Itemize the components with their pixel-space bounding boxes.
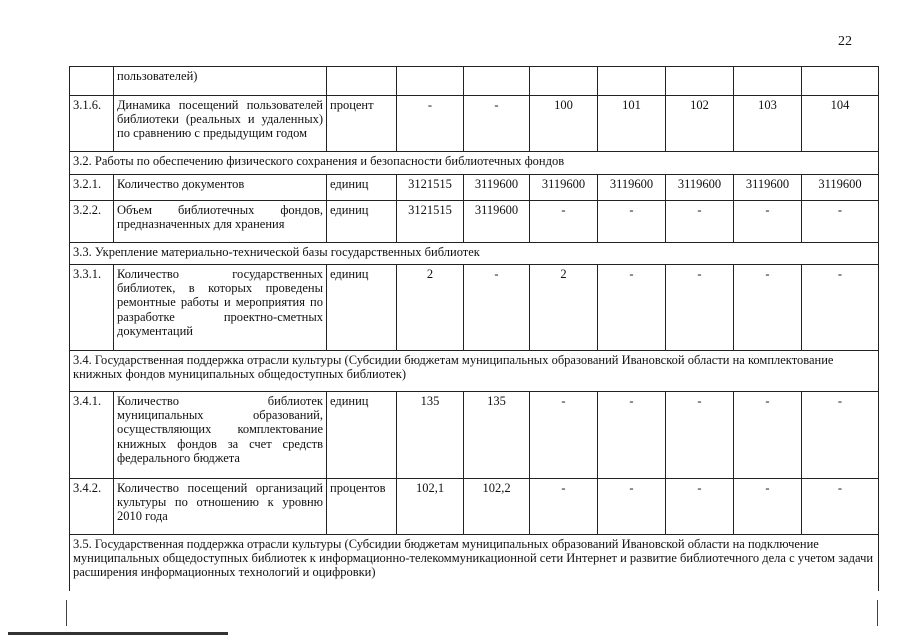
value-cell: 3119600	[464, 175, 530, 201]
section-row	[70, 535, 879, 591]
value-cell: 2	[397, 265, 464, 351]
value-cell: 3119600	[802, 175, 879, 201]
value-cell: -	[802, 201, 879, 243]
value-cell: -	[734, 265, 802, 351]
value-cell: -	[734, 392, 802, 479]
indicator-name: Количество библиотек муниципальных образований, осуществляющих комплектование книжных фондов за счет средств федерального бюджета	[114, 392, 327, 479]
value-cell: -	[666, 201, 734, 243]
value-cell: -	[598, 201, 666, 243]
value-cell: -	[464, 265, 530, 351]
section-row	[70, 152, 879, 175]
value-cell: 2	[530, 265, 598, 351]
section-heading: 3.4. Государственная поддержка отрасли культуры (Субсидии бюджетам муниципальных образований Ивановской области на комплектование книжных фондов муниципальных общедоступных библиотек)	[70, 351, 879, 392]
value-cell: -	[666, 392, 734, 479]
page-number: 22	[838, 34, 852, 49]
value-cell: -	[734, 201, 802, 243]
section-heading: 3.2. Работы по обеспечению физического сохранения и безопасности библиотечных фондов	[70, 152, 879, 175]
value-cell: -	[530, 201, 598, 243]
row-number: 3.2.1.	[70, 175, 114, 201]
indicator-name: Количество документов	[114, 175, 327, 201]
value-cell: 102	[666, 96, 734, 152]
value-cell: -	[530, 392, 598, 479]
section-heading: 3.5. Государственная поддержка отрасли культуры (Субсидии бюджетам муниципальных образований Ивановской области на подключение муниципальных общедоступных библиотек к информационно-телекоммуникационной сети Интернет и развитие библиотечного дела с учетом задачи расширения информационных технологий и оцифровки)	[70, 535, 879, 591]
table-row	[70, 67, 879, 96]
value-cell: -	[397, 96, 464, 152]
value-cell: -	[464, 96, 530, 152]
value-cell: 3119600	[666, 175, 734, 201]
value-cell	[397, 67, 464, 96]
unit-cell: единиц	[327, 265, 397, 351]
unit-cell: процентов	[327, 479, 397, 535]
value-cell: -	[802, 392, 879, 479]
indicator-name: пользователей)	[114, 67, 327, 96]
table-left-edge	[66, 600, 67, 626]
value-cell: 102,2	[464, 479, 530, 535]
table-row	[70, 265, 879, 351]
value-cell: -	[802, 479, 879, 535]
unit-cell: единиц	[327, 175, 397, 201]
indicator-name: Количество посещений организаций культуры по отношению к уровню 2010 года	[114, 479, 327, 535]
indicator-name: Количество государственных библиотек, в которых проведены ремонтные работы и мероприятия по разработке проектно-сметных документаций	[114, 265, 327, 351]
value-cell: -	[734, 479, 802, 535]
value-cell: 3119600	[530, 175, 598, 201]
value-cell: -	[598, 265, 666, 351]
table-row	[70, 392, 879, 479]
section-row	[70, 243, 879, 265]
value-cell: 3119600	[734, 175, 802, 201]
value-cell: 3121515	[397, 175, 464, 201]
section-heading: 3.3. Укрепление материально-технической базы государственных библиотек	[70, 243, 879, 265]
value-cell	[802, 67, 879, 96]
indicators-table	[69, 66, 879, 591]
row-number: 3.2.2.	[70, 201, 114, 243]
table-row	[70, 96, 879, 152]
value-cell	[464, 67, 530, 96]
value-cell: 104	[802, 96, 879, 152]
value-cell	[666, 67, 734, 96]
value-cell: 135	[397, 392, 464, 479]
value-cell: -	[802, 265, 879, 351]
value-cell: 100	[530, 96, 598, 152]
unit-cell: единиц	[327, 392, 397, 479]
value-cell	[734, 67, 802, 96]
value-cell: -	[666, 479, 734, 535]
value-cell: 3119600	[464, 201, 530, 243]
row-number: 3.3.1.	[70, 265, 114, 351]
footnote-rule	[8, 632, 228, 635]
value-cell: 103	[734, 96, 802, 152]
table-row	[70, 479, 879, 535]
table-right-edge	[877, 600, 878, 626]
value-cell: 135	[464, 392, 530, 479]
value-cell: 102,1	[397, 479, 464, 535]
value-cell: 3121515	[397, 201, 464, 243]
value-cell	[598, 67, 666, 96]
value-cell	[530, 67, 598, 96]
value-cell: -	[666, 265, 734, 351]
value-cell: 3119600	[598, 175, 666, 201]
indicator-name: Объем библиотечных фондов, предназначенных для хранения	[114, 201, 327, 243]
value-cell: -	[598, 392, 666, 479]
value-cell: -	[598, 479, 666, 535]
indicator-name: Динамика посещений пользователей библиотеки (реальных и удаленных) по сравнению с предыдущим годом	[114, 96, 327, 152]
table-row	[70, 175, 879, 201]
section-row	[70, 351, 879, 392]
unit-cell	[327, 67, 397, 96]
value-cell: -	[530, 479, 598, 535]
row-number	[70, 67, 114, 96]
value-cell: 101	[598, 96, 666, 152]
row-number: 3.4.2.	[70, 479, 114, 535]
row-number: 3.4.1.	[70, 392, 114, 479]
unit-cell: процент	[327, 96, 397, 152]
table-row	[70, 201, 879, 243]
row-number: 3.1.6.	[70, 96, 114, 152]
unit-cell: единиц	[327, 201, 397, 243]
